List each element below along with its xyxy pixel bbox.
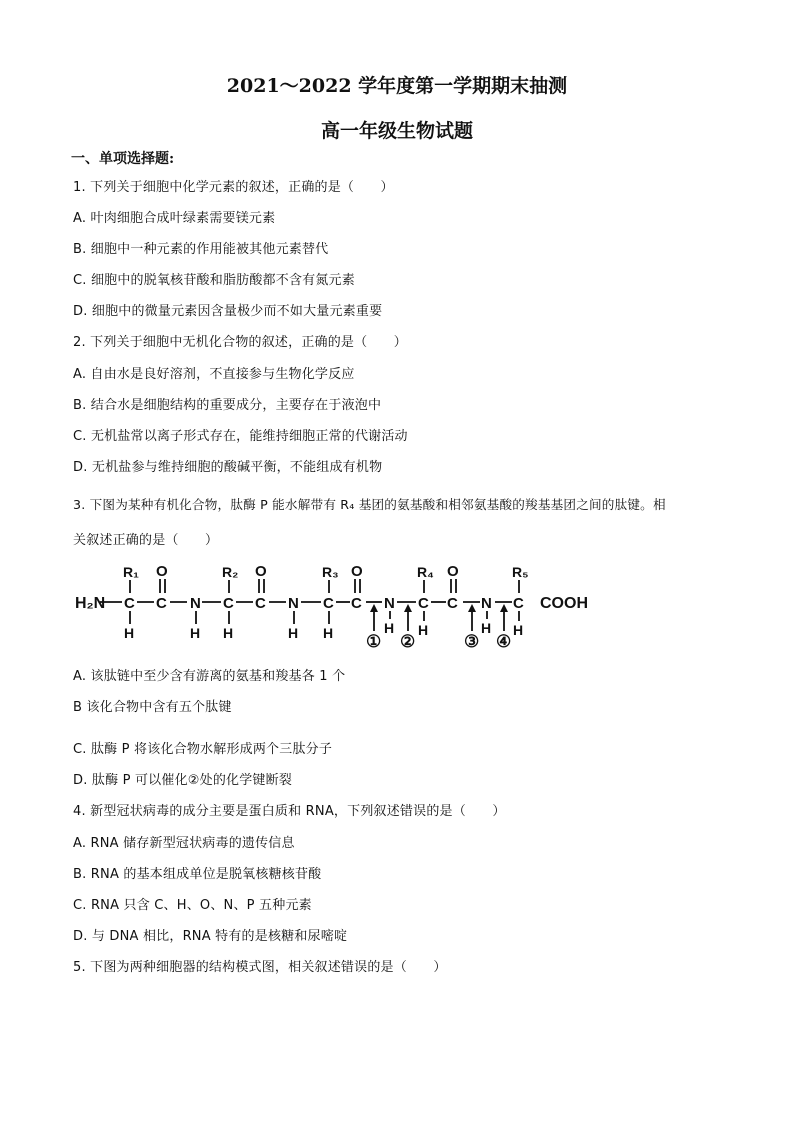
option-2b: B. 结合水是细胞结构的重要成分，主要存在于液泡中 [73, 398, 382, 413]
marker-2: ② [400, 632, 416, 651]
alpha-carbon: C [513, 595, 524, 612]
option-2c: C. 无机盐常以离子形式存在，能维持细胞正常的代谢活动 [73, 429, 408, 444]
question-2: 2. 下列关于细胞中无机化合物的叙述，正确的是（ ） [73, 335, 407, 350]
option-3a: A. 该肽链中至少含有游离的氨基和羧基各 1 个 [73, 669, 346, 684]
amide-nitrogen: N [288, 595, 299, 612]
question-5: 5. 下图为两种细胞器的结构模式图，相关叙述错误的是（ ） [73, 960, 447, 975]
option-3b: B 该化合物中含有五个肽键 [73, 700, 232, 715]
option-1c: C. 细胞中的脱氧核苷酸和脂肪酸都不含有氮元素 [73, 273, 355, 288]
amino-terminal: H₂N [75, 595, 106, 612]
alpha-carbon: C [323, 595, 334, 612]
marker-1: ① [366, 632, 382, 651]
option-1b: B. 细胞中一种元素的作用能被其他元素替代 [73, 242, 329, 257]
option-1d: D. 细胞中的微量元素因含量极少而不如大量元素重要 [73, 304, 383, 319]
hydrogen: H [223, 625, 234, 641]
carbonyl-carbon: C [156, 595, 167, 612]
option-4d: D. 与 DNA 相比，RNA 特有的是核糖和尿嘧啶 [73, 929, 348, 944]
carbonyl-carbon: C [447, 595, 458, 612]
alpha-carbon: C [418, 595, 429, 612]
section-heading: 一、单项选择题: [71, 151, 175, 167]
r-group-3: R₃ [322, 564, 339, 580]
question-3-cont: 关叙述正确的是（ ） [73, 533, 219, 548]
carbonyl-oxygen: O [351, 563, 363, 580]
hydrogen: H [418, 622, 429, 638]
hydrogen: H [481, 620, 492, 636]
option-4a: A. RNA 储存新型冠状病毒的遗传信息 [73, 836, 295, 851]
question-3: 3. 下图为某种有机化合物，肽酶 P 能水解带有 R₄ 基团的氨基酸和相邻氨基酸的羧基基团之间的肽键。相 [73, 497, 666, 512]
option-3c: C. 肽酶 P 将该化合物水解形成两个三肽分子 [73, 742, 333, 757]
alpha-carbon: C [124, 595, 135, 612]
question-1: 1. 下列关于细胞中化学元素的叙述，正确的是（ ） [73, 180, 394, 195]
hydrogen: H [384, 620, 395, 636]
r-group-4: R₄ [417, 564, 434, 580]
option-2d: D. 无机盐参与维持细胞的酸碱平衡，不能组成有机物 [73, 460, 383, 475]
marker-3: ③ [464, 632, 480, 651]
hydrogen: H [513, 622, 524, 638]
carbonyl-oxygen: O [255, 563, 267, 580]
alpha-carbon: C [223, 595, 234, 612]
hydrogen: H [124, 625, 135, 641]
option-4b: B. RNA 的基本组成单位是脱氧核糖核苷酸 [73, 867, 322, 882]
marker-4: ④ [496, 632, 512, 651]
amide-nitrogen: N [190, 595, 201, 612]
peptide-structure-diagram [70, 555, 610, 655]
carbonyl-oxygen: O [156, 563, 168, 580]
option-4c: C. RNA 只含 C、H、O、N、P 五种元素 [73, 898, 312, 913]
amide-nitrogen: N [384, 595, 395, 612]
r-group-1: R₁ [123, 564, 139, 580]
amide-nitrogen: N [481, 595, 492, 612]
option-1a: A. 叶肉细胞合成叶绿素需要镁元素 [73, 211, 276, 226]
option-3d: D. 肽酶 P 可以催化②处的化学键断裂 [73, 773, 293, 788]
r-group-2: R₂ [222, 564, 239, 580]
hydrogen: H [323, 625, 334, 641]
hydrogen: H [190, 625, 201, 641]
carbonyl-oxygen: O [447, 563, 459, 580]
exam-subtitle: 高一年级生物试题 [320, 120, 473, 142]
option-2a: A. 自由水是良好溶剂，不直接参与生物化学反应 [73, 367, 355, 382]
hydrogen: H [288, 625, 299, 641]
carbonyl-carbon: C [351, 595, 362, 612]
r-group-5: R₅ [512, 564, 529, 580]
carbonyl-carbon: C [255, 595, 266, 612]
exam-title: 2021～2022 学年度第一学期期末抽测 [226, 75, 568, 97]
question-4: 4. 新型冠状病毒的成分主要是蛋白质和 RNA，下列叙述错误的是（ ） [73, 804, 506, 819]
carboxyl-terminal: COOH [540, 595, 588, 612]
